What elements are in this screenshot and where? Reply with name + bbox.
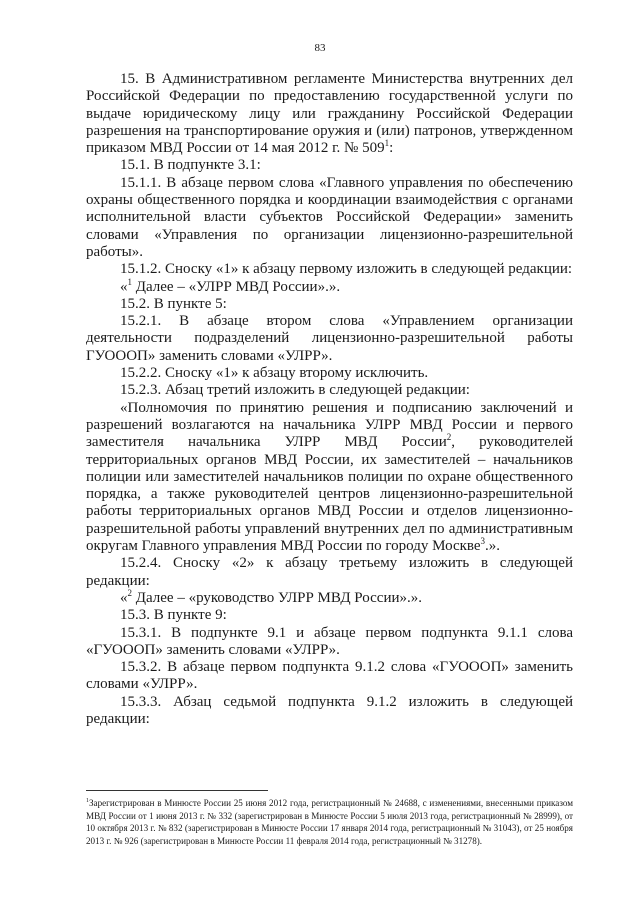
paragraph-p15-3-2 — [86, 659, 573, 694]
paragraph-text: 15.1.1. В абзаце первом слова «Главного управления по обеспечению охраны общественного порядка и координации взаимодействия с органами исполнительной власти субъектов Российской Федерации» заменить словами «Управления по организации лицензионно-разрешительной работы». — [86, 174, 573, 260]
footnote-reference: 3 — [480, 536, 486, 547]
paragraph-text: , руководителей территориальных органов МВД России, их заместителей – начальников полиции или заместителей начальников полиции по охране общественного порядка, а также руководителей центров лицензионно-разрешительной работы территориальных органов МВД России и отделов лицензионно-разрешительной работы управлений внутренних дел по административным округам Главного управления МВД России по городу Москве — [86, 434, 574, 555]
paragraph-text: : — [389, 140, 394, 157]
footnote-text: Зарегистрирован в Минюсте России 25 июня 2012 года, регистрационный № 24688, с изменениями, внесенными приказом МВД России от 1 июня 2013 г. № 332 (зарегистрирован в Минюсте России 5 июля 2013 года, регистрационный № 28999), от 10 октября 2013 г. № 832 (зарегистрирован в Минюсте России 17 января 2014 года, регистрационный № 31043), от 25 ноября 2013 г. № 926 (зарегистрирован в Минюсте России 11 февраля 2014 года, регистрационный № 31278). — [86, 798, 573, 846]
paragraph-p15-2-3 — [86, 382, 573, 399]
paragraph-text: «Полномочия по принятию решения и подписанию заключений и разрешений возлагаются на начальника УЛРР МВД России и первого заместителя начальника УЛРР МВД России — [86, 399, 573, 451]
paragraph-text: 15.2.3. Абзац третий изложить в следующей редакции: — [120, 382, 470, 399]
paragraph-p15-1 — [86, 157, 573, 174]
paragraph-p15-2 — [86, 296, 573, 313]
paragraph-text: « — [120, 589, 128, 606]
footnote-reference: 1 — [127, 276, 132, 287]
paragraph-p15 — [86, 71, 573, 157]
paragraph-text: Далее – «руководство УЛРР МВД России».». — [132, 589, 423, 606]
paragraph-p15-3-3 — [86, 694, 573, 729]
paragraph-text: 15.1. В подпункте 3.1: — [120, 157, 261, 174]
paragraph-text: 15.3.3. Абзац седьмой подпункта 9.1.2 изложить в следующей редакции: — [86, 693, 573, 727]
paragraph-text: 15.1.2. Сноску «1» к абзацу первому изложить в следующей редакции: — [120, 261, 573, 278]
paragraph-text: 15.2.1. В абзаце втором слова «Управлением организации деятельности подразделений лицензионно-разрешительной работы ГУОООП» заменить словами «УЛРР». — [86, 313, 573, 364]
paragraph-p15-3 — [86, 607, 573, 624]
paragraph-p15-2-4-q — [86, 587, 573, 607]
footnote-reference: 2 — [127, 587, 132, 598]
paragraph-text: 15.2. В пункте 5: — [120, 295, 227, 312]
paragraph-text: 15.3.1. В подпункте 9.1 и абзаце первом подпункта 9.1.1 слова «ГУОООП» заменить словами «УЛРР». — [86, 624, 573, 658]
paragraph-text: « — [120, 278, 128, 295]
paragraph-p15-1-1 — [86, 175, 573, 261]
paragraph-p15-2-2 — [86, 365, 573, 382]
paragraph-text: Далее – «УЛРР МВД России».». — [132, 278, 341, 295]
footnote — [86, 797, 573, 847]
paragraph-text: 15.3. В пункте 9: — [120, 607, 227, 624]
footnote-mark: 1 — [86, 797, 89, 804]
paragraph-text: 15.3.2. В абзаце первом подпункта 9.1.2 слова «ГУОООП» заменить словами «УЛРР». — [86, 659, 573, 693]
paragraph-p15-1-2 — [86, 261, 573, 278]
footnote-reference: 1 — [384, 138, 390, 149]
paragraph-text: 15. В Административном регламенте Министерства внутренних дел Российской Федерации по предоставлению государственной услуги по выдаче юридическому лицу или гражданину Российской Федерации разрешения на транспортирование оружия и (или) патронов, утвержденном приказом МВД России от 14 мая 2012 г. № 509 — [86, 71, 573, 157]
paragraph-p15-3-1 — [86, 625, 573, 660]
paragraph-text: 15.2.2. Сноску «1» к абзацу второму исключить. — [120, 365, 429, 382]
document-body — [86, 71, 573, 728]
paragraph-p15-2-3-q — [86, 400, 573, 556]
paragraph-p15-2-1 — [86, 313, 573, 365]
footnote-reference: 2 — [446, 432, 452, 443]
paragraph-p15-1-2-q — [86, 276, 573, 296]
paragraph-text: .». — [485, 538, 501, 555]
paragraph-text: 15.2.4. Сноску «2» к абзацу третьему изложить в следующей редакции: — [86, 555, 573, 589]
page-number: 83 — [314, 42, 326, 54]
footnote-divider — [86, 790, 268, 791]
paragraph-p15-2-4 — [86, 555, 573, 590]
